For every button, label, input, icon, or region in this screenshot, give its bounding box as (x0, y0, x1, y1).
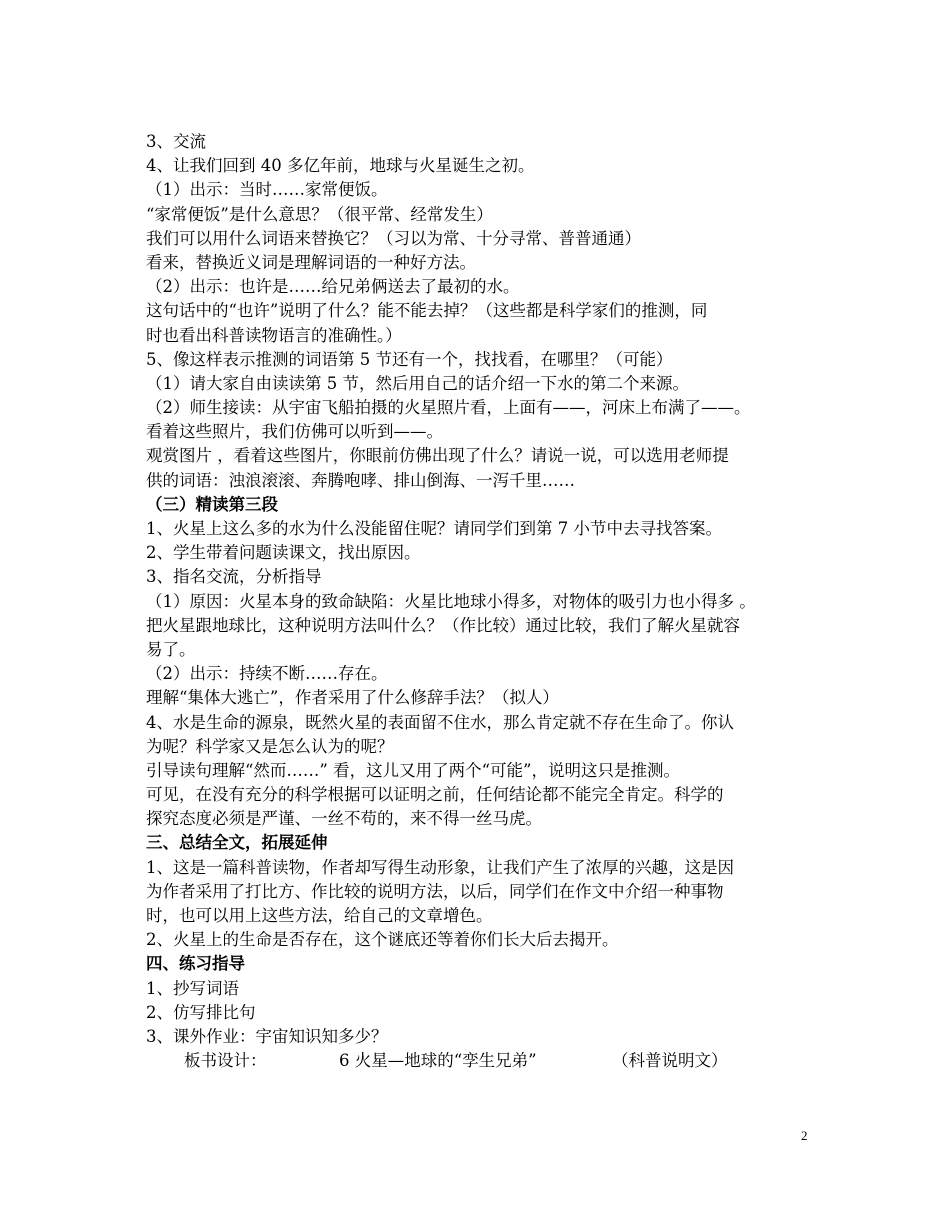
text-line: （2）师生接读：从宇宙飞船拍摄的火星照片看，上面有——，河床上布满了——。 (146, 398, 751, 418)
text-line: 1、这是一篇科普读物，作者却写得生动形象，让我们产生了浓厚的兴趣，这是因 (146, 857, 734, 877)
text-line: 探究态度必须是严谨、一丝不苟的，来不得一丝马虎。 (146, 809, 542, 829)
text-line: 看着这些照片，我们仿佛可以听到——。 (146, 422, 443, 442)
text-line: 时也看出科普读物语言的准确性。） (146, 325, 402, 345)
text-line: 1、火星上这么多的水为什么没能留住呢？请同学们到第 7 小节中去寻找答案。 (146, 519, 722, 538)
text-line: 3、课外作业：宇宙知识知多少？ (146, 1026, 388, 1046)
text-line: 我们可以用什么词语来替换它？（习以为常、十分寻常、普普通通） (146, 228, 641, 248)
document-body (146, 130, 816, 1073)
text-line: 2、仿写排比句 (146, 1002, 256, 1022)
section-heading: （三）精读第三段 (146, 494, 278, 514)
text-line: 2、学生带着问题读课文，找出原因。 (146, 543, 421, 563)
page-number: 2 (801, 1128, 808, 1143)
text-line: （2）出示：持续不断……存在。 (146, 664, 388, 684)
text-line: 3、交流 (146, 132, 206, 151)
text-line: 为作者采用了打比方、作比较的说明方法，以后，同学们在作文中介绍一种事物 (146, 881, 724, 901)
board-design-title: 6 火星—地球的“孪生兄弟” (339, 1051, 537, 1071)
text-line: 2、火星上的生命是否存在，这个谜底还等着你们长大后去揭开。 (146, 930, 619, 950)
text-line: 这句话中的“也许”说明了什么？能不能去掉？（这些都是科学家们的推测，同 (146, 301, 708, 321)
text-line: 观赏图片 ，看着这些图片，你眼前仿佛出现了什么？请说一说，可以选用老师提 (146, 446, 729, 466)
text-line: （1）原因：火星本身的致命缺陷：火星比地球小得多，对物体的吸引力也小得多 。 (146, 591, 756, 611)
text-line: 引导读句理解“然而……” 看，这儿又用了两个“可能”，说明这只是推测。 (146, 760, 680, 780)
text-line: 5、像这样表示推测的词语第 5 节还有一个，找找看，在哪里？（可能） (146, 349, 673, 369)
text-line: 3、指名交流，分析指导 (146, 567, 322, 587)
text-line: 易了。 (146, 639, 196, 659)
text-line: 可见，在没有充分的科学根据可以证明之前，任何结论都不能完全肯定。科学的 (146, 785, 724, 805)
text-line: （1）出示：当时……家常便饭。 (146, 180, 388, 200)
text-line: 4、让我们回到 40 多亿年前，地球与火星诞生之初。 (146, 156, 535, 176)
text-line: 理解“集体大逃亡”，作者采用了什么修辞手法？（拟人） (146, 688, 559, 708)
board-design-label: 板书设计： (184, 1051, 267, 1071)
board-design-genre: （科普说明文） (612, 1051, 728, 1071)
text-line: （1）请大家自由读读第 5 节，然后用自己的话介绍一下水的第二个来源。 (146, 373, 689, 393)
text-line: 看来，替换近义词是理解词语的一种好方法。 (146, 252, 476, 272)
section-heading: 四、练习指导 (146, 954, 245, 974)
text-line: 把火星跟地球比，这种说明方法叫什么？（作比较）通过比较，我们了解火星就容 (146, 615, 740, 635)
text-line: 供的词语：浊浪滚滚、奔腾咆哮、排山倒海、一泻千里…… (146, 470, 575, 490)
text-line: 4、水是生命的源泉，既然火星的表面留不住水，那么肯定就不存在生命了。你认 (146, 712, 734, 732)
text-line: 时，也可以用上这些方法，给自己的文章增色。 (146, 906, 493, 925)
board-design-line (146, 1049, 816, 1073)
text-line: 1、抄写词语 (146, 978, 239, 998)
text-line: 为呢？科学家又是怎么认为的呢？ (146, 736, 394, 756)
section-heading: 三、总结全文，拓展延伸 (146, 833, 328, 853)
text-line: （2）出示：也许是……给兄弟俩送去了最初的水。 (146, 277, 520, 297)
text-line: “家常便饭”是什么意思？（很平常、经常发生） (146, 204, 493, 224)
